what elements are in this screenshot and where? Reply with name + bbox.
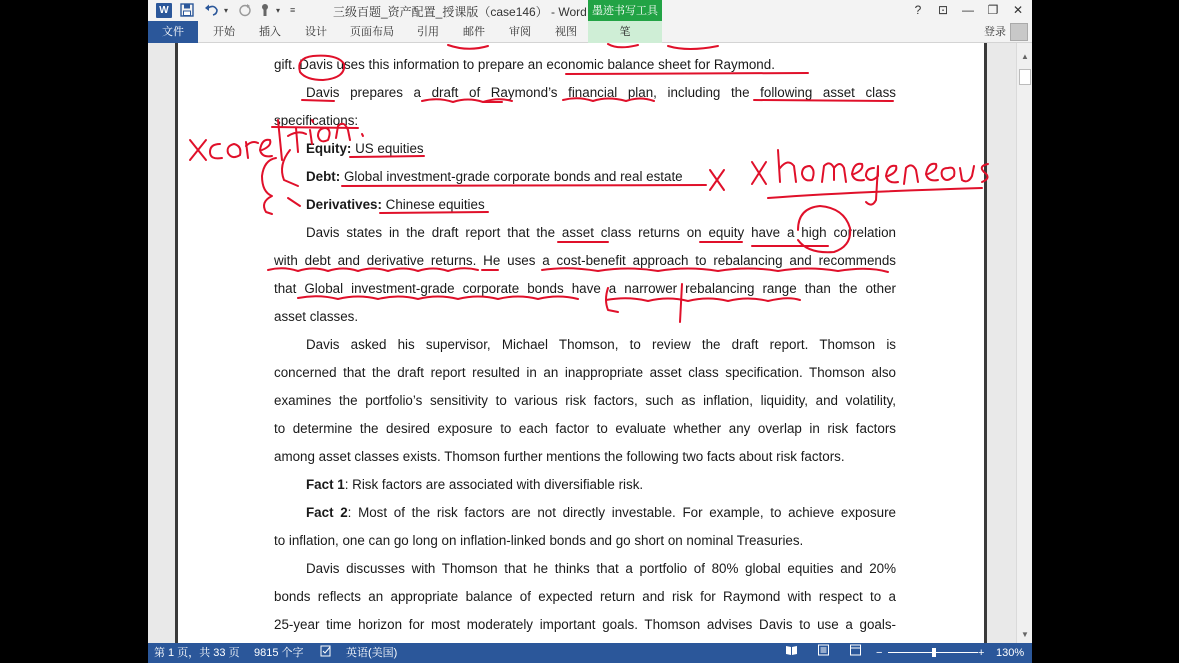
- tab-review[interactable]: 审阅: [509, 26, 531, 38]
- touch-mode-icon[interactable]: [258, 2, 272, 18]
- paragraph-5: [274, 555, 896, 639]
- ribbon-tabs: [148, 21, 1032, 43]
- fact2-label: Fact 2: [306, 505, 348, 520]
- help-icon[interactable]: ?: [914, 3, 922, 17]
- paragraph-4: [274, 331, 896, 471]
- text-line: [274, 499, 896, 527]
- fact2-text: : Most of the risk factors are not directly investable. For example, to achieve exposure: [347, 505, 897, 520]
- word-window: [148, 0, 1032, 663]
- language-indicator[interactable]: 英语(美国): [346, 647, 398, 659]
- tab-mailings[interactable]: 邮件: [463, 26, 485, 38]
- scroll-up-icon[interactable]: ▲: [1021, 52, 1029, 61]
- paragraph-2: [274, 79, 896, 135]
- sign-in-link[interactable]: 登录: [984, 26, 1006, 38]
- web-layout-icon[interactable]: [849, 643, 862, 663]
- text-line: asset classes.: [274, 309, 359, 324]
- undo-icon[interactable]: [204, 2, 220, 18]
- debt-value: Global investment-grade corporate bonds and real estate: [340, 169, 683, 184]
- ribbon-display-options-icon[interactable]: ⊡: [937, 3, 949, 17]
- word-logo-icon[interactable]: W: [156, 3, 172, 18]
- text-line: Davis asked his supervisor, Michael Thomson, to review the draft report. Thomson is: [306, 337, 896, 352]
- zoom-slider-handle[interactable]: [932, 648, 936, 657]
- fact-2: [274, 499, 896, 555]
- read-mode-icon[interactable]: [785, 643, 798, 663]
- repeat-icon[interactable]: [238, 2, 252, 18]
- text-line: with debt and derivative returns. He uses a cost-benefit approach to rebalancing and recommends: [274, 253, 896, 268]
- tab-page-layout[interactable]: 页面布局: [350, 26, 394, 38]
- text-line: Davis states in the draft report that the asset class returns on equity have a high correlation: [306, 225, 896, 240]
- touch-dropdown-icon[interactable]: ▾: [276, 5, 281, 15]
- restore-icon[interactable]: ❐: [987, 3, 999, 17]
- text-line: Davis discusses with Thomson that he thinks that a portfolio of 80% global equities and 20%: [306, 561, 896, 576]
- proofing-icon[interactable]: [320, 643, 332, 663]
- tab-insert[interactable]: 插入: [259, 26, 281, 38]
- customize-toolbar-icon[interactable]: ≡: [290, 5, 296, 15]
- scroll-down-icon[interactable]: ▼: [1021, 630, 1029, 639]
- close-icon[interactable]: ✕: [1012, 3, 1024, 17]
- debt-label: Debt:: [306, 169, 341, 184]
- paragraph-1: [274, 51, 896, 79]
- print-layout-icon[interactable]: [817, 643, 830, 663]
- tab-design[interactable]: 设计: [305, 26, 327, 38]
- word-count[interactable]: 9815 个字: [254, 647, 304, 659]
- tab-home[interactable]: 开始: [213, 26, 235, 38]
- status-bar: [148, 643, 1032, 663]
- equity-label: Equity:: [306, 141, 352, 156]
- derivatives-label: Derivatives:: [306, 197, 382, 212]
- text-line: 25-year time horizon for most moderately important goals. Thomson advises Davis to use a goals-: [274, 617, 896, 632]
- zoom-out-icon[interactable]: −: [876, 647, 883, 659]
- avatar[interactable]: [1010, 23, 1028, 41]
- tab-pens[interactable]: 笔: [588, 21, 662, 43]
- document-body[interactable]: [274, 51, 896, 639]
- scroll-thumb[interactable]: [1019, 69, 1031, 85]
- text-line: examines the portfolio’s sensitivity to various risk factors, such as inflation, liquidity, and volatility,: [274, 393, 896, 408]
- minimize-icon[interactable]: —: [962, 3, 974, 17]
- page-count[interactable]: 第 1 页，共 33 页: [154, 647, 240, 659]
- title-bar: [148, 0, 1032, 21]
- paragraph-3: [274, 219, 896, 331]
- text-line: to determine the desired exposure to each factor to evaluate whether any overlap in risk factors: [274, 421, 896, 436]
- text-line: to inflation, one can go long on inflation-linked bonds and go short on nominal Treasuries.: [274, 533, 804, 548]
- text-line: among asset classes exists. Thomson further mentions the following two facts about risk factors.: [274, 449, 845, 464]
- text-line: gift. Davis uses this information to prepare an economic balance sheet for Raymond.: [274, 57, 775, 72]
- tab-references[interactable]: 引用: [417, 26, 439, 38]
- spec-debt: [274, 163, 896, 191]
- zoom-in-icon[interactable]: +: [978, 647, 985, 659]
- zoom-level[interactable]: 130%: [996, 647, 1025, 659]
- text-line: bonds reflects an appropriate balance of expected return and risk for Raymond with respect to a: [274, 589, 896, 604]
- document-title: 三级百题_资产配置_授课版（case146） - Word: [333, 5, 587, 19]
- text-line: concerned that the draft report resulted in an inappropriate asset class specification. Thomson also: [274, 365, 896, 380]
- ink-tools-tab-group: 墨迹书写工具: [588, 0, 662, 21]
- text-line: specifications:: [274, 113, 359, 128]
- tab-view[interactable]: 视图: [555, 26, 577, 38]
- spec-equity: [274, 135, 896, 163]
- text-line: that Global investment-grade corporate bonds have a narrower rebalancing range than the other: [274, 281, 896, 296]
- fact1-text: : Risk factors are associated with diversifiable risk.: [344, 477, 644, 492]
- document-page[interactable]: [175, 43, 987, 643]
- equity-value: US equities: [351, 141, 424, 156]
- save-icon[interactable]: [180, 2, 194, 18]
- tab-file[interactable]: 文件: [148, 21, 198, 43]
- undo-dropdown-icon[interactable]: ▾: [224, 5, 229, 15]
- fact1-label: Fact 1: [306, 477, 345, 492]
- vertical-scrollbar[interactable]: [1016, 43, 1032, 643]
- spec-derivatives: [274, 191, 896, 219]
- text-line: Davis prepares a draft of Raymond’s financial plan, including the following asset class: [306, 85, 896, 100]
- fact-1: [274, 471, 896, 499]
- derivatives-value: Chinese equities: [381, 197, 485, 212]
